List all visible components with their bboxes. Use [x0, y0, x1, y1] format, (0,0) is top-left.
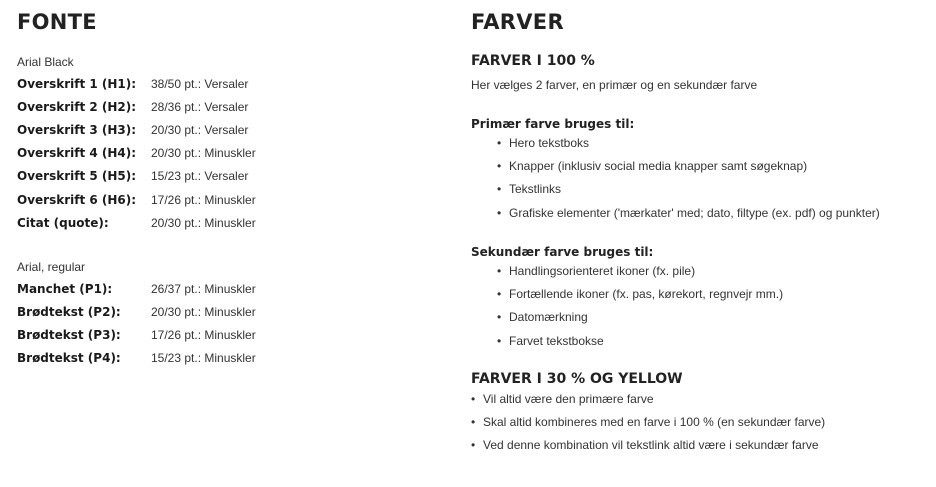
body-spec-value: 17/26 pt.: Minuskler: [151, 328, 256, 342]
list-item: • Handlingsorienteret ikoner (fx. pile): [497, 264, 696, 278]
bullet-icon: •: [497, 182, 502, 196]
list-item: • Hero tekstboks: [497, 136, 590, 150]
list-item: • Fortællende ikoner (fx. pas, kørekort, regnvejr mm.): [497, 287, 784, 301]
list-item: • Knapper (inklusiv social media knapper samt søgeknap): [497, 159, 808, 173]
bullet-icon: •: [497, 159, 502, 173]
bullet-icon: •: [497, 206, 502, 220]
bullet-icon: •: [471, 415, 476, 429]
body-spec-value: 26/37 pt.: Minuskler: [151, 282, 256, 296]
heading-spec-label: Overskrift 4 (H4):: [17, 146, 137, 160]
heading-spec-value: 20/30 pt.: Minuskler: [151, 216, 256, 230]
body-spec-label: Brødtekst (P4):: [17, 351, 121, 365]
list-item: • Grafiske elementer ('mærkater' med; dato, filtype (ex. pdf) og punkter): [497, 206, 880, 220]
body-spec-label: Brødtekst (P3):: [17, 328, 121, 342]
heading-spec-value: 17/26 pt.: Minuskler: [151, 193, 256, 207]
arial-black-label: Arial Black: [17, 55, 74, 69]
secondary-color-heading: Sekundær farve bruges til:: [471, 245, 654, 259]
fonte-title: FONTE: [17, 10, 97, 34]
bullet-icon: •: [497, 310, 502, 324]
list-item: • Datomærkning: [497, 310, 588, 324]
bullet-icon: •: [497, 264, 502, 278]
bullet-icon: •: [471, 438, 476, 452]
heading-spec-value: 20/30 pt.: Versaler: [151, 123, 249, 137]
heading-spec-value: 38/50 pt.: Versaler: [151, 77, 249, 91]
bullet-icon: •: [497, 334, 502, 348]
bullet-icon: •: [497, 136, 502, 150]
heading-spec-label: Citat (quote):: [17, 216, 109, 230]
bullet-icon: •: [497, 287, 502, 301]
list-item: • Tekstlinks: [497, 182, 562, 196]
list-item: • Ved denne kombination vil tekstlink altid være i sekundær farve: [471, 438, 819, 452]
heading-spec-label: Overskrift 5 (H5):: [17, 169, 137, 183]
heading-spec-value: 15/23 pt.: Versaler: [151, 169, 249, 183]
heading-spec-label: Overskrift 3 (H3):: [17, 123, 137, 137]
farver-30-heading: FARVER I 30 % OG YELLOW: [471, 371, 683, 387]
primary-color-heading: Primær farve bruges til:: [471, 117, 635, 131]
heading-spec-label: Overskrift 1 (H1):: [17, 77, 137, 91]
farver-100-intro: Her vælges 2 farver, en primær og en sekundær farve: [471, 78, 758, 92]
heading-spec-value: 28/36 pt.: Versaler: [151, 100, 249, 114]
body-spec-label: Manchet (P1):: [17, 282, 113, 296]
heading-spec-label: Overskrift 6 (H6):: [17, 193, 137, 207]
arial-regular-label: Arial, regular: [17, 260, 86, 274]
farver-100-heading: FARVER I 100 %: [471, 53, 595, 69]
body-spec-value: 20/30 pt.: Minuskler: [151, 305, 256, 319]
farver-title: FARVER: [471, 10, 564, 34]
heading-spec-value: 20/30 pt.: Minuskler: [151, 146, 256, 160]
body-spec-label: Brødtekst (P2):: [17, 305, 121, 319]
body-spec-value: 15/23 pt.: Minuskler: [151, 351, 256, 365]
list-item: • Farvet tekstbokse: [497, 334, 604, 348]
bullet-icon: •: [471, 392, 476, 406]
list-item: • Skal altid kombineres med en farve i 100 % (en sekundær farve): [471, 415, 826, 429]
heading-spec-label: Overskrift 2 (H2):: [17, 100, 137, 114]
list-item: • Vil altid være den primære farve: [471, 392, 654, 406]
